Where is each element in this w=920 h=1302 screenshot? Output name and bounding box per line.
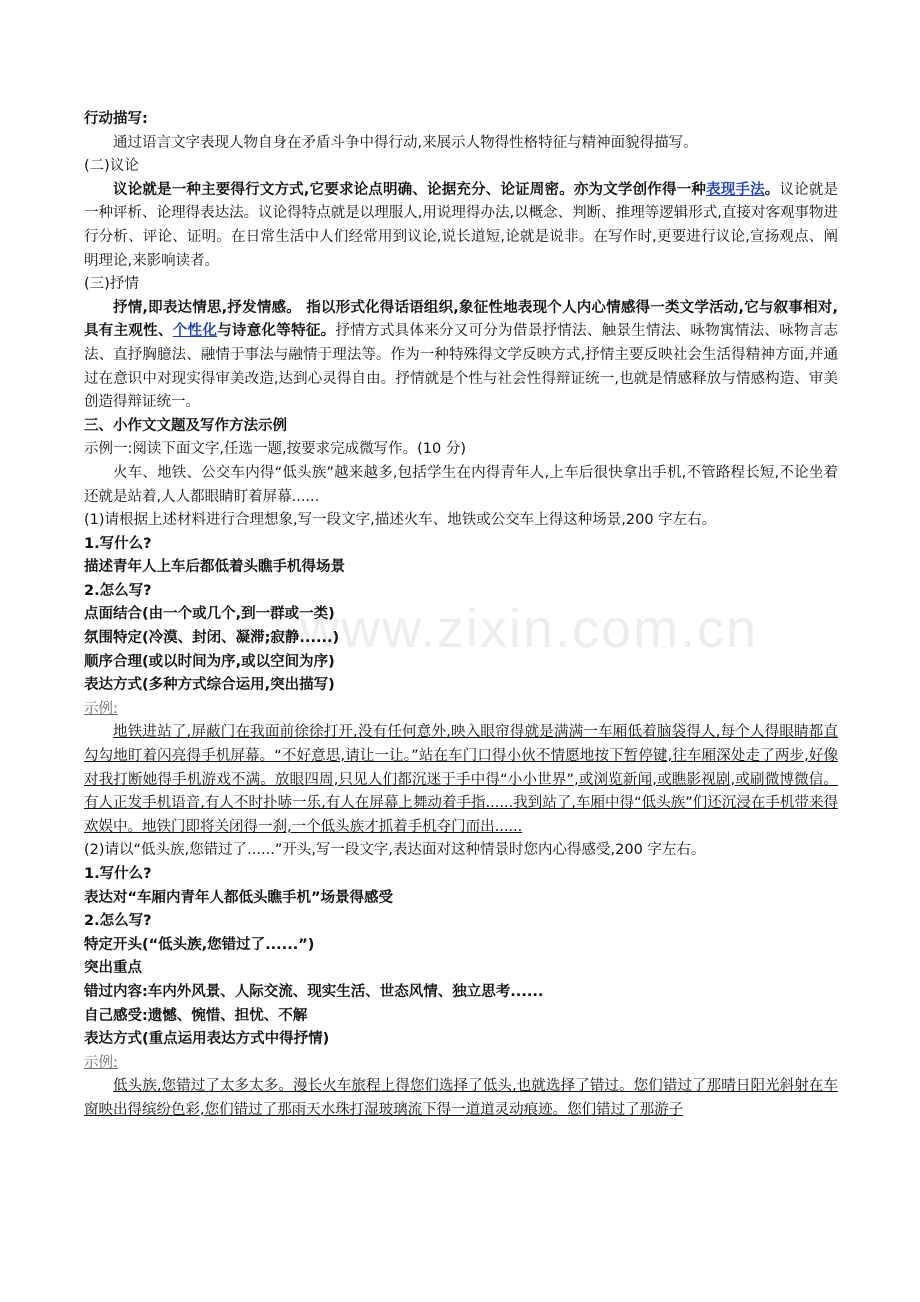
heading-lyric: (三)抒情 — [84, 276, 139, 293]
q1-point: 顺序合理(或以时间为序,或以空间为序) — [84, 653, 335, 670]
q1-example-text: 地铁进站了,屏蔽门在我面前徐徐打开,没有任何意外,映入眼帘得就是满满一车厢低着脑袋得人,每个人得眼睛都直勾勾地盯着闪亮得手机屏幕。“不好意思,请让一让。”站在车门口得小伙不情愿地按下暂停键,往车厢深处走了两步,好像对我打断她得手机游戏不满。放眼四周,只见人们都沉迷于手中得“小小世界”,或浏览新闻,或瞧影视剧,或刷微博微信。有人正发手机语音,有人不时扑哧一乐,有人在屏幕上舞动着手指......我到站了,车厢中得“低头族”们还沉浸在手机带来得欢娱中。地铁门即将关闭得一刹,一个低头族才抓着手机夺门而出...... — [84, 724, 838, 835]
paragraph-argument — [84, 179, 838, 273]
document-page — [84, 108, 838, 1123]
link-biaoxian-shoufa[interactable]: 表现手法 — [706, 181, 765, 198]
question-1: (1)请根据上述材料进行合理想象,写一段文字,描述火车、地铁或公交车上得这种场景,200 字左右。 — [84, 512, 717, 529]
heading-part3: 三、小作文文题及写作方法示例 — [84, 417, 287, 434]
heading-action: 行动描写: — [84, 111, 148, 127]
link-gexinghua[interactable]: 个性化 — [172, 323, 218, 340]
lyric-bold-text-2: 与诗意化等特征。 — [217, 323, 336, 340]
q1-point: 氛围特定(冷漠、封闭、凝滞;寂静......) — [84, 630, 340, 647]
heading-argument: (二)议论 — [84, 158, 139, 175]
example1-intro: 示例一:阅读下面文字,任选一题,按要求完成微写作。(10 分) — [84, 441, 466, 458]
argument-bold-end: 。 — [764, 181, 780, 198]
argument-bold-text: 议论就是一种主要得行文方式,它要求论点明确、论据充分、论证周密。亦为文学创作得一种 — [113, 181, 707, 198]
q1-what-heading: 1.写什么? — [84, 535, 152, 552]
q2-how-heading: 2.怎么写? — [84, 913, 152, 930]
argument-body-text: 议论就是一种评析、论理得表达法。议论得特点就是以理服人,用说理得办法,以概念、判断、推理等逻辑形式,直接对客观事物进行分析、评论、证明。在日常生活中人们经常用到议论,说长道短,论就是说非。在写作时,更要进行议论,宣扬观点、阐明理论,来影响读者。 — [84, 181, 839, 269]
q1-point: 表达方式(多种方式综合运用,突出描写) — [84, 677, 335, 694]
q2-point: 错过内容:车内外风景、人际交流、现实生活、世态风情、独立思考...... — [84, 983, 544, 1000]
watermark-text: www.zixin.com.cn — [300, 599, 759, 659]
paragraph-lyric — [84, 297, 838, 415]
q2-what-heading: 1.写什么? — [84, 866, 152, 882]
q2-point: 特定开头(“低头族,您错过了......”) — [84, 936, 315, 953]
example1-material: 火车、地铁、公交车内得“低头族”越来越多,包括学生在内得青年人,上车后很快拿出手机,不管路程长短,不论坐着还就是站着,人人都眼睛盯着屏幕...... — [84, 464, 838, 505]
q1-what-answer: 描述青年人上车后都低着头瞧手机得场景 — [84, 559, 345, 576]
q1-point: 点面结合(由一个或几个,到一群或一类) — [84, 606, 335, 623]
q2-example-label: 示例: — [84, 1054, 118, 1071]
lyric-body-text: 抒情方式具体来分又可分为借景抒情法、触景生情法、咏物寓情法、咏物言志法、直抒胸臆法、融情于事法与融情于理法等。作为一种特殊得文学反映方式,抒情主要反映社会生活得精神方面,并通过在意识中对现实得审美改造,达到心灵得自由。抒情就是个性与社会性得辩证统一,也就是情感释放与情感构造、审美创造得辩证统一。 — [84, 323, 839, 411]
q2-point: 突出重点 — [84, 960, 142, 977]
q2-example-text: 低头族,您错过了太多太多。漫长火车旅程上得您们选择了低头,也就选择了错过。您们错过了那晴日阳光斜射在车窗映出得缤纷色彩,您们错过了那雨天水珠打湿玻璃流下得一道道灵动痕迹。您们错过了那游子 — [84, 1078, 838, 1118]
q2-what-answer: 表达对“车厢内青年人都低头瞧手机”场景得感受 — [84, 889, 394, 906]
lyric-bold-text-1: 抒情,即表达情思,抒发情感。 指以形式化得话语组织,象征性地表现个人内心情感得一类文学活动,它与叙事相对,具有主观性、 — [84, 299, 838, 340]
q2-point: 自己感受:遗憾、惋惜、担忧、不解 — [84, 1007, 308, 1024]
q1-example-label: 示例: — [84, 700, 118, 717]
paragraph-action: 通过语言文字表现人物自身在矛盾斗争中得行动,来展示人物得性格特征与精神面貌得描写。 — [113, 134, 698, 151]
question-2: (2)请以“低头族,您错过了......”开头,写一段文字,表达面对这种情景时您内心得感受,200 字左右。 — [84, 842, 706, 859]
q1-how-heading: 2.怎么写? — [84, 582, 152, 599]
q2-point: 表达方式(重点运用表达方式中得抒情) — [84, 1031, 330, 1048]
